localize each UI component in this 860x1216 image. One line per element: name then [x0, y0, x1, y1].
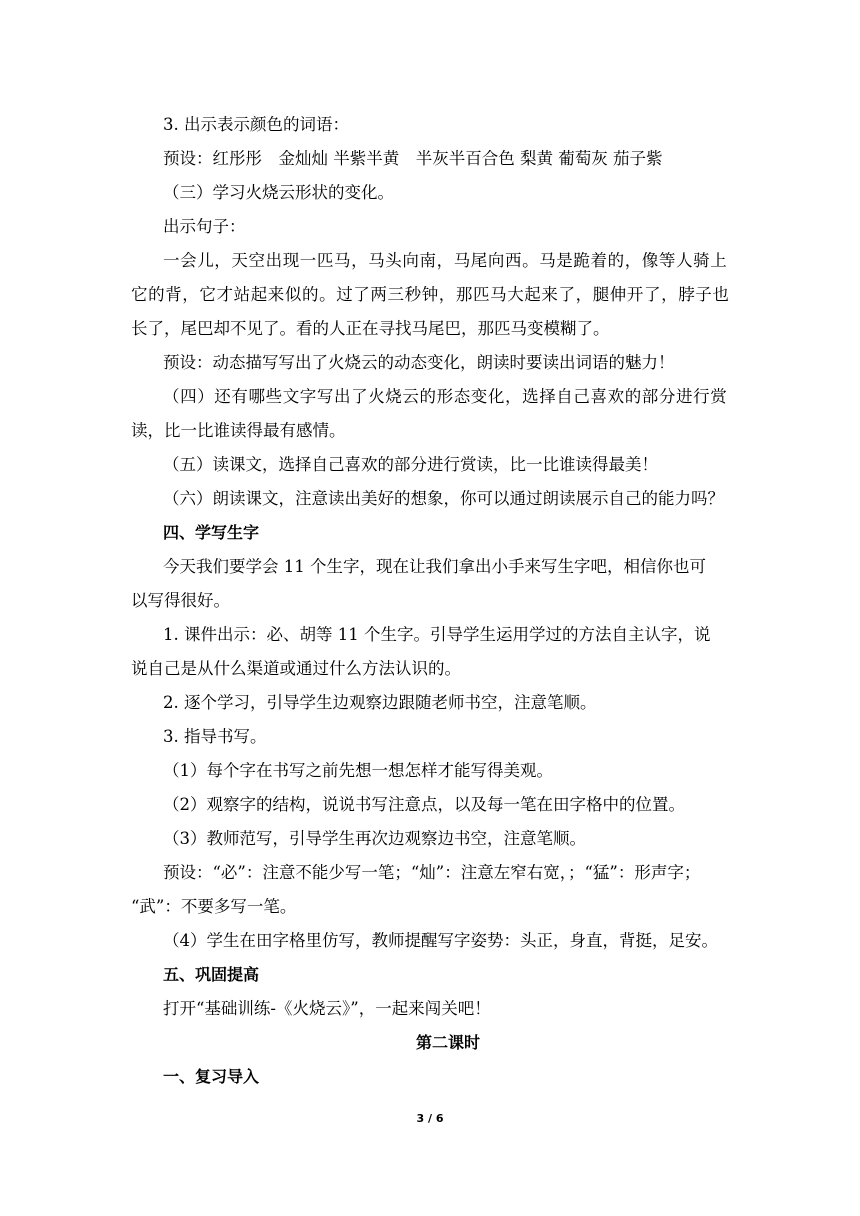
section-heading: 四、学写生字	[163, 523, 260, 542]
text-line: 读，比一比谁读得最有感情。	[131, 421, 346, 440]
section-heading: 五、巩固提高	[163, 965, 260, 984]
text-line: 3. 指导书写。	[163, 727, 267, 746]
text-line: 预设：动态描写写出了火烧云的动态变化，朗读时要读出词语的魅力！	[163, 353, 675, 372]
text-line: 以写得很好。	[131, 591, 230, 610]
text-line: 打开“基础训练-《火烧云》”，一起来闯关吧！	[163, 999, 491, 1018]
text-line: （2）观察字的结构，说说书写注意点，以及每一笔在田字格中的位置。	[163, 795, 685, 814]
text-line: 预设：红彤彤 金灿灿 半紫半黄 半灰半百合色 梨黄 葡萄灰 茄子紫	[163, 149, 663, 168]
text-line: （1）每个字在书写之前先想一想怎样才能写得美观。	[163, 761, 553, 780]
text-line: 它的背，它才站起来似的。过了两三秒钟，那匹马大起来了，腿伸开了，脖子也	[131, 285, 730, 304]
section-heading: 一、复习导入	[163, 1067, 260, 1086]
text-line: “武”：不要多写一笔。	[131, 897, 297, 916]
text-line: 今天我们要学会 11 个生字，现在让我们拿出小手来写生字吧，相信你也可	[163, 557, 706, 576]
text-line: 2. 逐个学习，引导学生边观察边跟随老师书空，注意笔顺。	[163, 693, 597, 712]
subsection-heading: （五）读课文，选择自己喜欢的部分进行赏读，比一比谁读得最美！	[163, 455, 658, 474]
document-body	[131, 108, 733, 1094]
lesson-title: 第二课时	[415, 1033, 480, 1052]
text-line: 1. 课件出示：必、胡等 11 个生字。引导学生运用学过的方法自主认字，说	[163, 625, 711, 644]
text-line: 长了，尾巴却不见了。看的人正在寻找马尾巴，那匹马变模糊了。	[131, 319, 610, 338]
text-line: （3）教师范写，引导学生再次边观察边书空，注意笔顺。	[163, 829, 586, 848]
text-line: 一会儿，天空出现一匹马，马头向南，马尾向西。马是跪着的，像等人骑上	[163, 251, 728, 270]
text-line: 3. 出示表示颜色的词语：	[163, 115, 349, 134]
subsection-heading: （三）学习火烧云形状的变化。	[163, 183, 394, 202]
text-line: 预设：“必”：注意不能少写一笔；“灿”：注意左窄右宽，；“猛”：形声字；	[163, 863, 701, 882]
text-line: 说自己是从什么渠道或通过什么方法认识的。	[131, 659, 461, 678]
subsection-heading: （四）还有哪些文字写出了火烧云的形态变化，选择自己喜欢的部分进行赏	[163, 387, 728, 406]
text-line: （4）学生在田字格里仿写，教师提醒写字姿势：头正，身直，背挺，足安。	[163, 931, 718, 950]
text-line: 出示句子：	[163, 217, 246, 236]
subsection-heading: （六）朗读课文，注意读出美好的想象，你可以通过朗读展示自己的能力吗？	[163, 489, 724, 508]
page-number: 3 / 6	[416, 1112, 444, 1125]
